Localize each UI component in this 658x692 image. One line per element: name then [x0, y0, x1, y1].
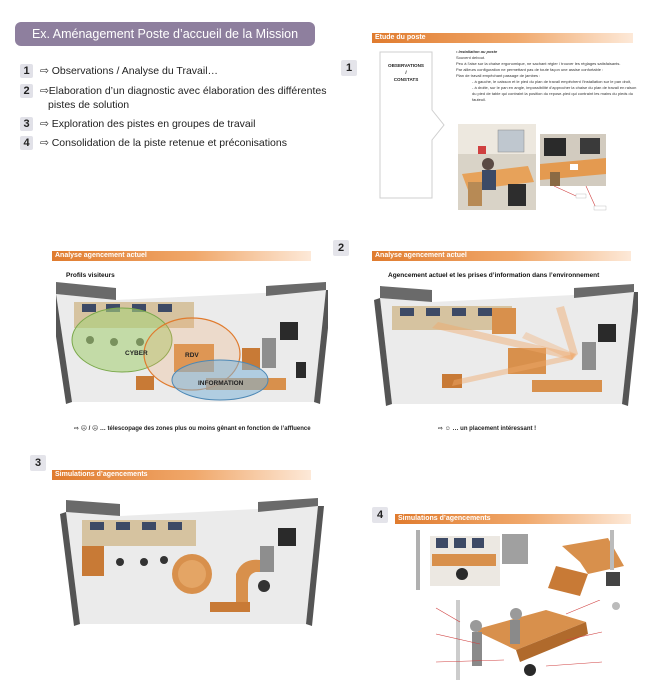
card1-line: - à gauche, le caisson et le pied du plan de travail empêchent l’installation sur le pan droit, — [472, 79, 632, 84]
step-number-2: 2 — [20, 84, 33, 98]
card2-banner-right: Analyse agencement actuel — [372, 251, 631, 261]
step-number-1: 1 — [20, 64, 33, 78]
card2-caption-right: ⇨ ☺ … un placement intéressant ! — [438, 426, 537, 432]
card1-callout-lines — [540, 186, 610, 214]
card-number-2: 2 — [333, 240, 349, 256]
step-number-3: 3 — [20, 117, 33, 131]
card2-subtitle-right: Agencement actuel et les prises d’information dans l’environnement — [388, 272, 600, 279]
card1-text — [456, 49, 636, 103]
card-number-1: 1 — [341, 60, 357, 76]
zone-information-label: INFORMATION — [198, 380, 244, 387]
card1-line: Souvent debout. — [456, 55, 486, 60]
step-text-1: ⇨ Observations / Analyse du Travail… — [40, 65, 219, 77]
card4-render-top — [412, 526, 642, 602]
card3-banner: Simulations d’agencements — [52, 470, 311, 480]
zone-rdv-label: RDV — [185, 352, 199, 359]
card3-floorplan — [60, 498, 324, 636]
card2-floorplan-left — [56, 282, 328, 414]
card1-line: du pied de table qui contraint la position du repose-pied qui contraint les mains du pieds du — [472, 91, 633, 96]
page-title: Ex. Aménagement Poste d’accueil de la Mission Locale — [15, 22, 315, 46]
card1-line: fauteuil. — [472, 97, 487, 102]
card2-profils-title: Profils visiteurs — [66, 272, 115, 279]
card2-banner-left: Analyse agencement actuel — [52, 251, 311, 261]
step-text-2b: pistes de solution — [48, 99, 130, 111]
card1-line: - à droite, sur le pan en angle, impossibilité d’approcher la chaise du plan de travail en raison — [472, 85, 637, 90]
card1-line: Plan de travail empêchant passage de jambes : — [456, 73, 541, 78]
card1-line: Peu à l’aise sur la chaise ergonomique, ne sachant régler / trouver les réglages satisfaisants. — [456, 61, 621, 66]
card1-banner: Etude du poste — [372, 33, 633, 43]
step-number-4: 4 — [20, 136, 33, 150]
card2-caption-left: ⇨ ☹ / ☹ … télescopage des zones plus ou moins gênant en fonction de l’affluence — [74, 426, 311, 432]
step-text-3: ⇨ Exploration des pistes en groupes de travail — [40, 118, 256, 130]
card1-heading: • Installation au poste — [456, 49, 498, 54]
card1-label-slash: / — [405, 70, 407, 75]
card-number-3: 3 — [30, 455, 46, 471]
card1-photo-right — [540, 134, 606, 186]
step-text-2a: ⇨Elaboration d’un diagnostic avec élaboration des différentes — [40, 85, 327, 97]
card1-photo-left — [458, 124, 536, 210]
card2-floorplan-right — [372, 284, 638, 414]
card1-label-constats: CONSTATS — [393, 77, 419, 82]
card4-banner: Simulations d’agencements — [395, 514, 631, 524]
step-text-4: ⇨ Consolidation de la piste retenue et préconisations — [40, 137, 287, 149]
card1-label-observations: OBSERVATIONS — [388, 63, 424, 68]
zone-cyber-label: CYBER — [125, 350, 148, 357]
card4-render-bottom — [396, 600, 646, 686]
card-number-4: 4 — [372, 507, 388, 523]
card1-line: Par ailleurs configuration ne permettant pas de toute façon une assise confortable : — [456, 67, 604, 72]
